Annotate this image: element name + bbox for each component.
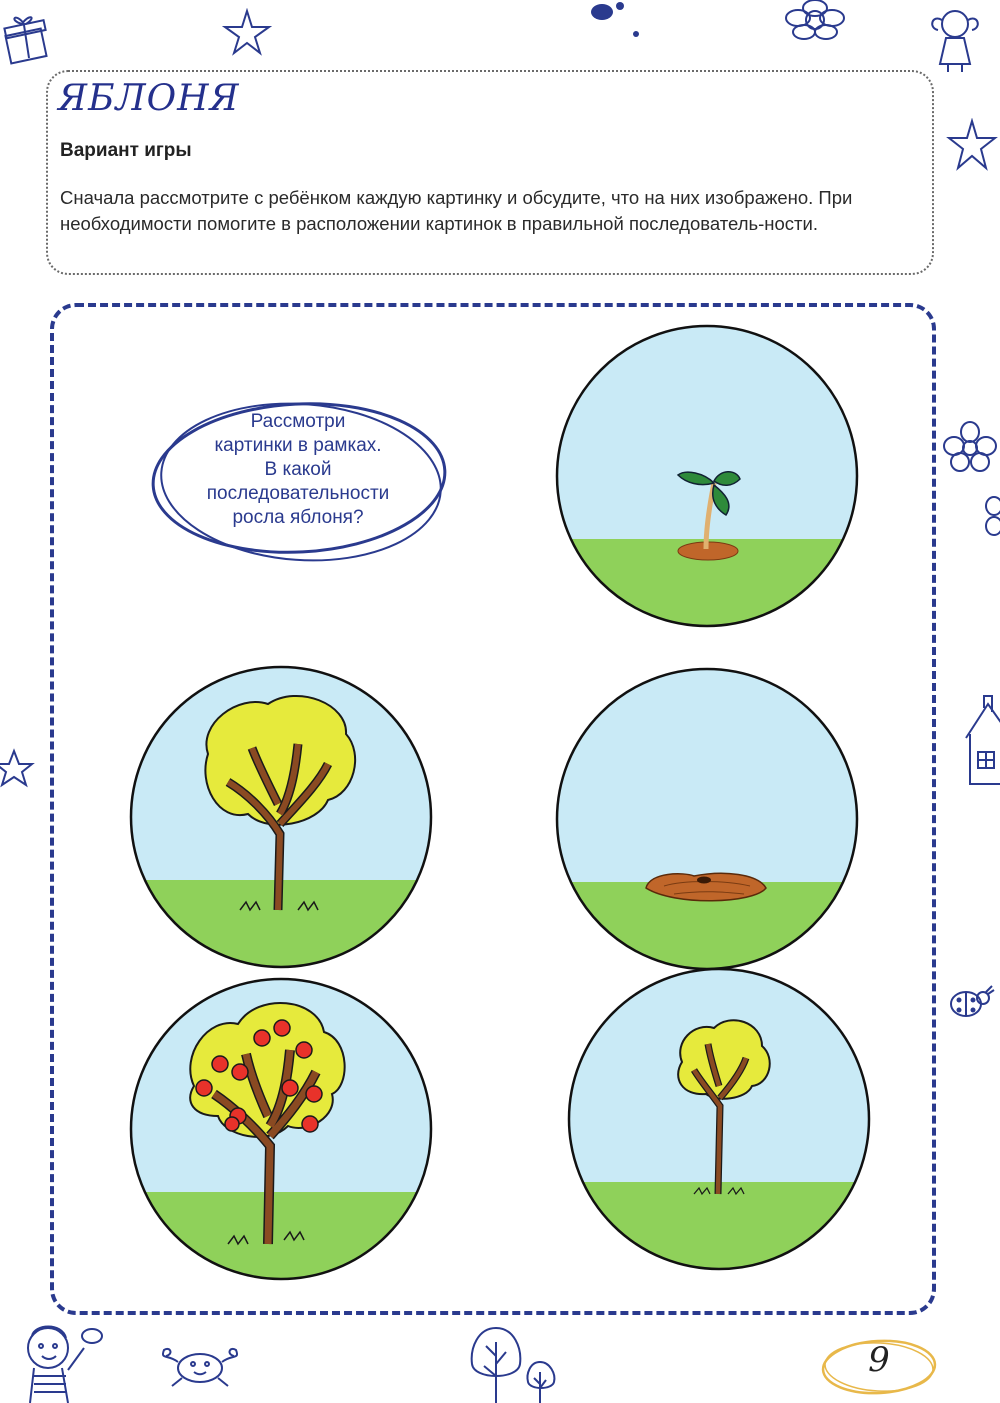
crab-icon <box>150 1340 250 1390</box>
bubble-line: росла яблоня? <box>232 507 364 528</box>
seed-in-soil-scene[interactable] <box>554 666 860 972</box>
bubble-line: последовательности <box>206 483 390 504</box>
instructions-text: Сначала рассмотрите с ребёнком каждую картинку и обсудите, что на них изображено. При необходимости помогите в расположении картинок в правильной последователь-ности. <box>60 187 853 234</box>
star-icon <box>222 8 272 56</box>
house-icon <box>962 694 1000 786</box>
ladybug-icon <box>946 982 996 1022</box>
flower-icon <box>942 420 998 476</box>
flower-icon <box>980 492 1000 542</box>
section-subtitle: Вариант игры <box>60 140 192 161</box>
leafy-tree-scene[interactable] <box>128 664 434 970</box>
flower-icon <box>778 0 852 40</box>
young-tree-scene[interactable] <box>566 966 872 1272</box>
page-title: ЯБЛОНЯ <box>58 78 240 119</box>
ink-blot-icon <box>584 0 644 40</box>
sprout-scene[interactable] <box>554 323 860 629</box>
apple-tree-scene[interactable] <box>128 976 434 1282</box>
bubble-question <box>168 410 428 530</box>
boy-icon <box>4 1318 114 1403</box>
gift-icon <box>2 10 54 66</box>
tree-doodle-icon <box>456 1322 562 1403</box>
bubble-line: В какой <box>264 459 332 480</box>
bubble-line: картинки в рамках. <box>214 435 382 456</box>
page-number: 9 <box>868 1340 890 1380</box>
bubble-line: Рассмотри <box>250 411 346 432</box>
star-icon <box>0 748 36 788</box>
star-icon <box>946 118 998 174</box>
girl-icon <box>920 4 990 74</box>
